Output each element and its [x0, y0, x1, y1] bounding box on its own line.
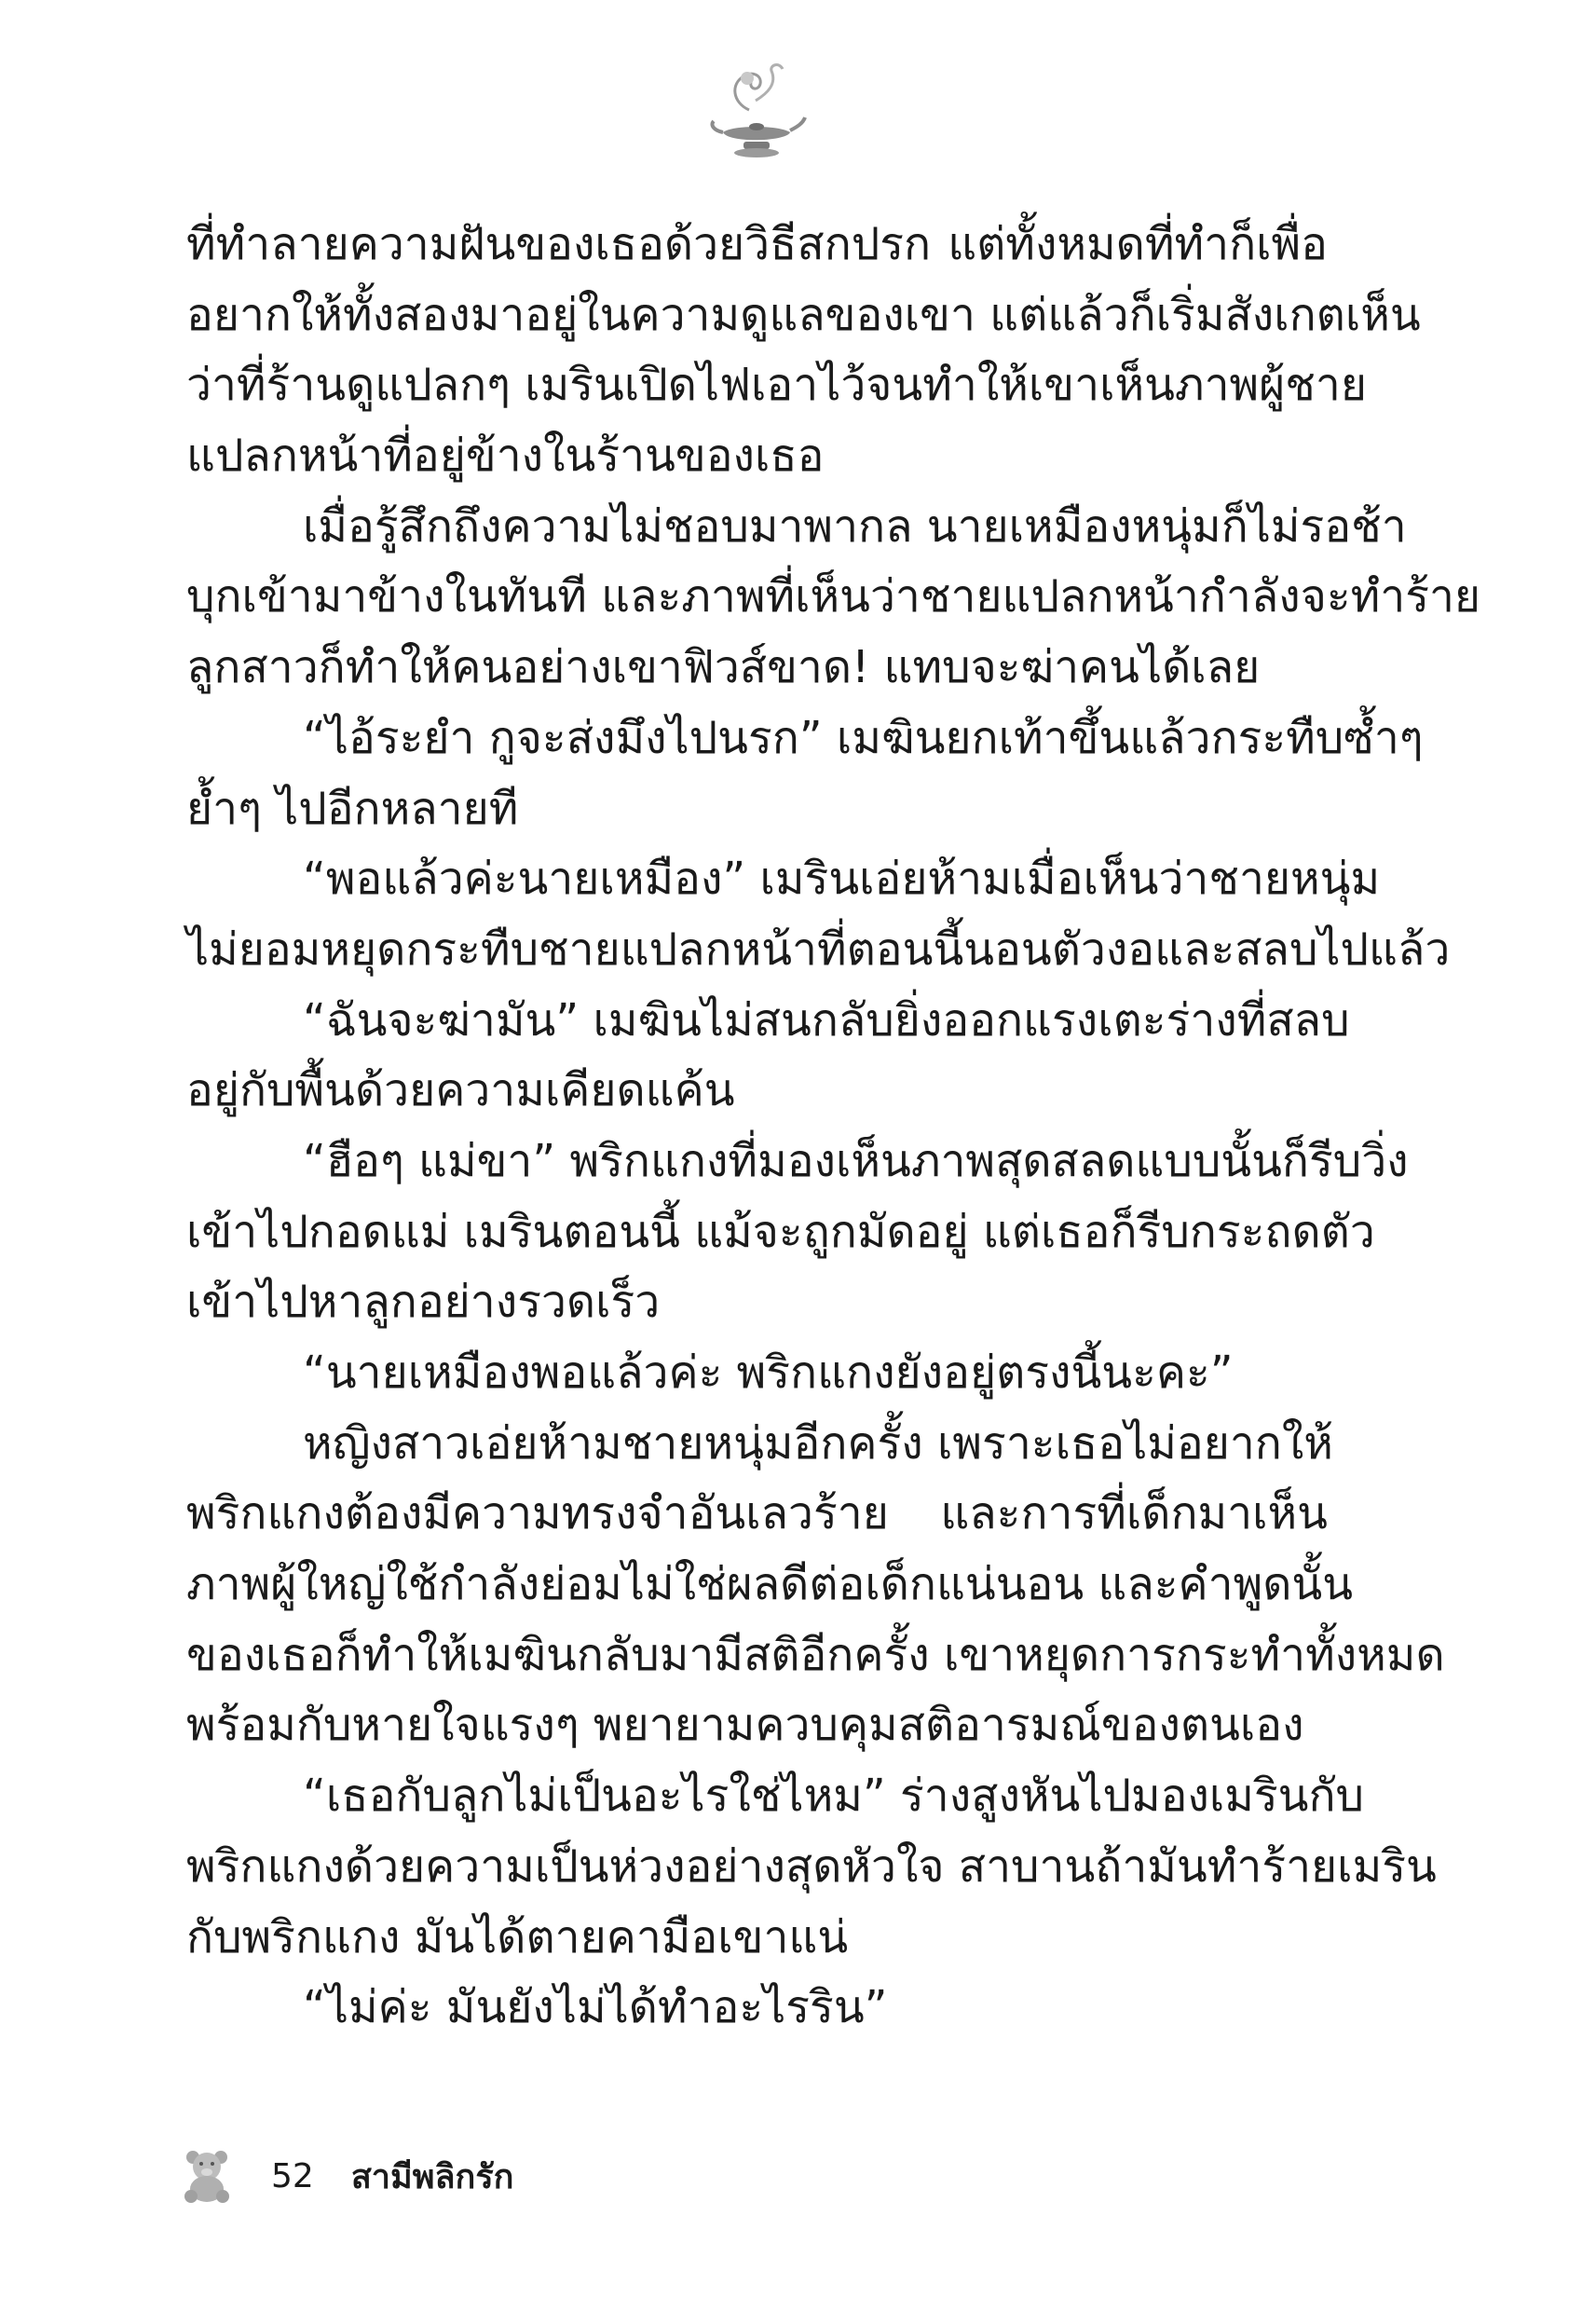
page-number: 52	[271, 2156, 314, 2195]
text-line: พริกแกงด้วยความเป็นห่วงอย่างสุดหัวใจ สาบานถ้ามันทำร้ายเมริน	[186, 1839, 1437, 1893]
text-line: ว่าที่ร้านดูแปลกๆ เมรินเปิดไฟเอาไว้จนทำให้เขาเห็นภาพผู้ชาย	[186, 359, 1367, 412]
text-line: ที่ทำลายความฝันของเธอด้วยวิธีสกปรก แต่ทั้งหมดที่ทำก็เพื่อ	[186, 218, 1328, 270]
book-title: สามีพลิกรัก	[350, 2157, 514, 2196]
text-line: อยู่กับพื้นด้วยความเคียดแค้น	[186, 1064, 735, 1117]
text-line: ลูกสาวก็ทำให้คนอย่างเขาฟิวส์ขาด! แทบจะฆ่าคนได้เลย	[186, 641, 1261, 694]
text-line: “ฉันจะฆ่ามัน” เมฆินไม่สนกลับยิ่งออกแรงเตะร่างที่สลบ	[303, 993, 1350, 1046]
teddy-bear-icon	[182, 2148, 232, 2204]
text-line: “พอแล้วค่ะนายเหมือง” เมรินเอ่ยห้ามเมื่อเห็นว่าชายหนุ่ม	[303, 853, 1381, 906]
text-line: ไม่ยอมหยุดกระทืบชายแปลกหน้าที่ตอนนี้นอนตัวงอและสลบไปแล้ว	[186, 923, 1451, 976]
text-line: ย้ำๆ ไปอีกหลายที	[186, 782, 519, 835]
text-line: เข้าไปกอดแม่ เมรินตอนนี้ แม้จะถูกมัดอยู่ แต่เธอก็รีบกระถดตัว	[186, 1205, 1375, 1258]
text-line: ภาพผู้ใหญ่ใช้กำลังย่อมไม่ใช่ผลดีต่อเด็กแน่นอน และคำพูดนั้น	[186, 1558, 1354, 1611]
genie-lamp-icon	[704, 56, 807, 168]
text-line: ของเธอก็ทำให้เมฆินกลับมามีสติอีกครั้ง เขาหยุดการกระทำทั้งหมด	[186, 1628, 1445, 1681]
document-body	[186, 210, 1481, 2044]
text-line: “เธอกับลูกไม่เป็นอะไรใช่ไหม” ร่างสูงหันไปมองเมรินกับ	[303, 1770, 1365, 1823]
text-line: พร้อมกับหายใจแรงๆ พยายามควบคุมสติอารมณ์ของตนเอง	[186, 1699, 1304, 1752]
text-line: อยากให้ทั้งสองมาอยู่ในความดูแลของเขา แต่แล้วก็เริ่มสังเกตเห็น	[186, 288, 1421, 341]
page-footer	[182, 2143, 513, 2208]
text-line: เข้าไปหาลูกอย่างรวดเร็ว	[186, 1276, 661, 1329]
text-line: หญิงสาวเอ่ยห้ามชายหนุ่มอีกครั้ง เพราะเธอไม่อยากให้	[303, 1416, 1333, 1470]
text-line: “ไอ้ระยำ กูจะส่งมึงไปนรก” เมฆินยกเท้าขึ้นแล้วกระทืบซ้ำๆ	[303, 711, 1424, 764]
text-line: บุกเข้ามาข้างในทันที และภาพที่เห็นว่าชายแปลกหน้ากำลังจะทำร้าย	[186, 570, 1481, 623]
text-line: “ไม่ค่ะ มันยังไม่ได้ทำอะไรริน”	[303, 1981, 888, 2034]
text-line: เมื่อรู้สึกถึงความไม่ชอบมาพากล นายเหมืองหนุ่มก็ไม่รอช้า	[303, 499, 1407, 553]
text-line: “ฮือๆ แม่ขา” พริกแกงที่มองเห็นภาพสุดสลดแบบนั้นก็รีบวิ่ง	[303, 1134, 1409, 1187]
text-line: “นายเหมืองพอแล้วค่ะ พริกแกงยังอยู่ตรงนี้นะคะ”	[303, 1347, 1234, 1399]
text-line: กับพริกแกง มันได้ตายคามือเขาแน่	[186, 1910, 849, 1963]
text-line: พริกแกงต้องมีความทรงจำอันเลวร้าย และการที่เด็กมาเห็น	[186, 1487, 1328, 1540]
text-line: แปลกหน้าที่อยู่ข้างในร้านของเธอ	[186, 430, 825, 483]
